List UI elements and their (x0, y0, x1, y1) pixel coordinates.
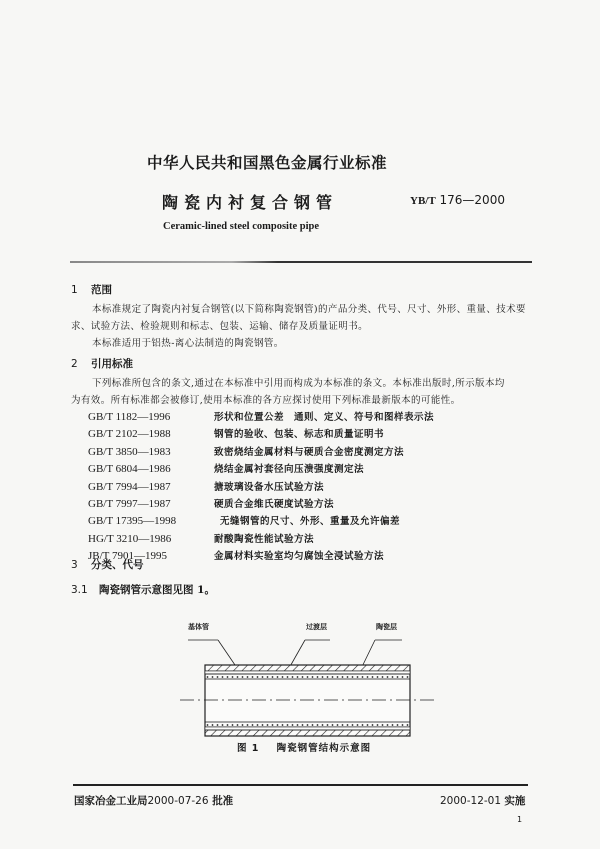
subsection-number: 3.1 (71, 584, 88, 596)
reference-item (88, 496, 434, 513)
section-1-body (71, 301, 536, 352)
label-base-pipe: 基体管 (188, 623, 209, 631)
figure-number: 图 1 (237, 743, 260, 754)
standard-code (410, 193, 505, 207)
reference-item (88, 444, 434, 461)
subsection-text: 陶瓷钢管示意图见图 1。 (99, 584, 215, 596)
document-title-cn: 陶瓷内衬复合钢管 (162, 193, 339, 212)
approval-date: 2000-07-26 (147, 795, 209, 807)
section-number: 1 (71, 284, 78, 296)
reference-code: GB/T 1182—1996 (88, 411, 171, 423)
approving-authority: 国家冶金工业局 (74, 795, 148, 807)
reference-title: 烧结金属衬套径向压溃强度测定法 (214, 464, 365, 476)
label-transition-layer: 过渡层 (306, 623, 327, 631)
approval-line (74, 793, 233, 808)
footer-divider (73, 784, 528, 786)
section-title: 分类、代号 (91, 559, 144, 571)
reference-code: GB/T 3850—1983 (88, 445, 171, 458)
section-2-heading (71, 356, 133, 371)
reference-code: GB/T 7994—1987 (88, 480, 171, 493)
reference-code: GB/T 7997—1987 (88, 497, 171, 510)
figure-caption (237, 740, 371, 754)
section-2-body (71, 375, 536, 409)
section-number: 2 (71, 358, 78, 370)
paragraph-line: 为有效。所有标准都会被修订,使用本标准的各方应探讨使用下列标准最新版本的可能性。 (71, 395, 461, 406)
reference-item (88, 426, 434, 443)
section-title: 引用标准 (91, 358, 133, 370)
reference-title: 搪玻璃设备水压试验方法 (214, 481, 325, 493)
reference-item (88, 531, 434, 548)
header-divider (70, 261, 532, 263)
reference-title: 耐酸陶瓷性能试验方法 (214, 533, 315, 545)
reference-code: GB/T 17395—1998 (88, 515, 177, 528)
reference-title: 无缝钢管的尺寸、外形、重量及允许偏差 (220, 516, 401, 528)
reference-title: 形状和位置公差 通则、定义、符号和图样表示法 (214, 412, 435, 423)
paragraph-line: 本标准规定了陶瓷内衬复合钢管(以下简称陶瓷钢管)的产品分类、代号、尺寸、外形、重量、技术要 (92, 304, 526, 315)
label-ceramic-layer: 陶瓷层 (376, 623, 397, 631)
page-number: 1 (517, 815, 523, 824)
section-1-heading (71, 282, 112, 297)
reference-title: 硬质合金维氏硬度试验方法 (214, 498, 335, 510)
standard-number: 176—2000 (439, 193, 505, 207)
paragraph-line: 求、试验方法、检验规则和标志、包装、运输、储存及质量证明书。 (71, 321, 369, 332)
reference-title: 钢管的验收、包装、标志和质量证明书 (214, 429, 385, 441)
reference-item (88, 461, 434, 478)
issuing-body: 中华人民共和国黑色金属行业标准 (147, 154, 388, 172)
paragraph: 本标准适用于铝热-离心法制造的陶瓷钢管。 (92, 338, 284, 349)
reference-code: GB/T 2102—1988 (88, 428, 171, 441)
pipe-structure-diagram (170, 615, 440, 750)
reference-title: 金属材料实验室均匀腐蚀全浸试验方法 (214, 551, 385, 563)
reference-item (88, 409, 434, 426)
reference-code: GB/T 6804—1986 (88, 463, 171, 476)
reference-code: JB/T 7901—1995 (88, 550, 167, 563)
reference-title: 致密烧结金属材料与硬质合金密度测定方法 (214, 446, 405, 458)
referenced-standards-list (88, 409, 434, 566)
reference-code: HG/T 3210—1986 (88, 532, 172, 545)
section-number: 3 (71, 559, 78, 571)
subsection-3-1 (71, 582, 215, 597)
effective-suffix: 实施 (504, 795, 526, 807)
standard-prefix: YB/T (410, 195, 436, 207)
figure-caption-text: 陶瓷钢管结构示意图 (276, 743, 372, 754)
approval-suffix: 批准 (212, 795, 234, 807)
reference-item (88, 513, 434, 530)
section-3-heading (71, 557, 144, 572)
reference-item (88, 479, 434, 496)
effective-line (440, 793, 525, 808)
document-title-en: Ceramic-lined steel composite pipe (163, 221, 320, 232)
section-title: 范围 (91, 284, 112, 296)
effective-date: 2000-12-01 (440, 795, 502, 807)
paragraph-line: 下列标准所包含的条文,通过在本标准中引用而构成为本标准的条文。本标准出版时,所示版本均 (92, 378, 505, 389)
